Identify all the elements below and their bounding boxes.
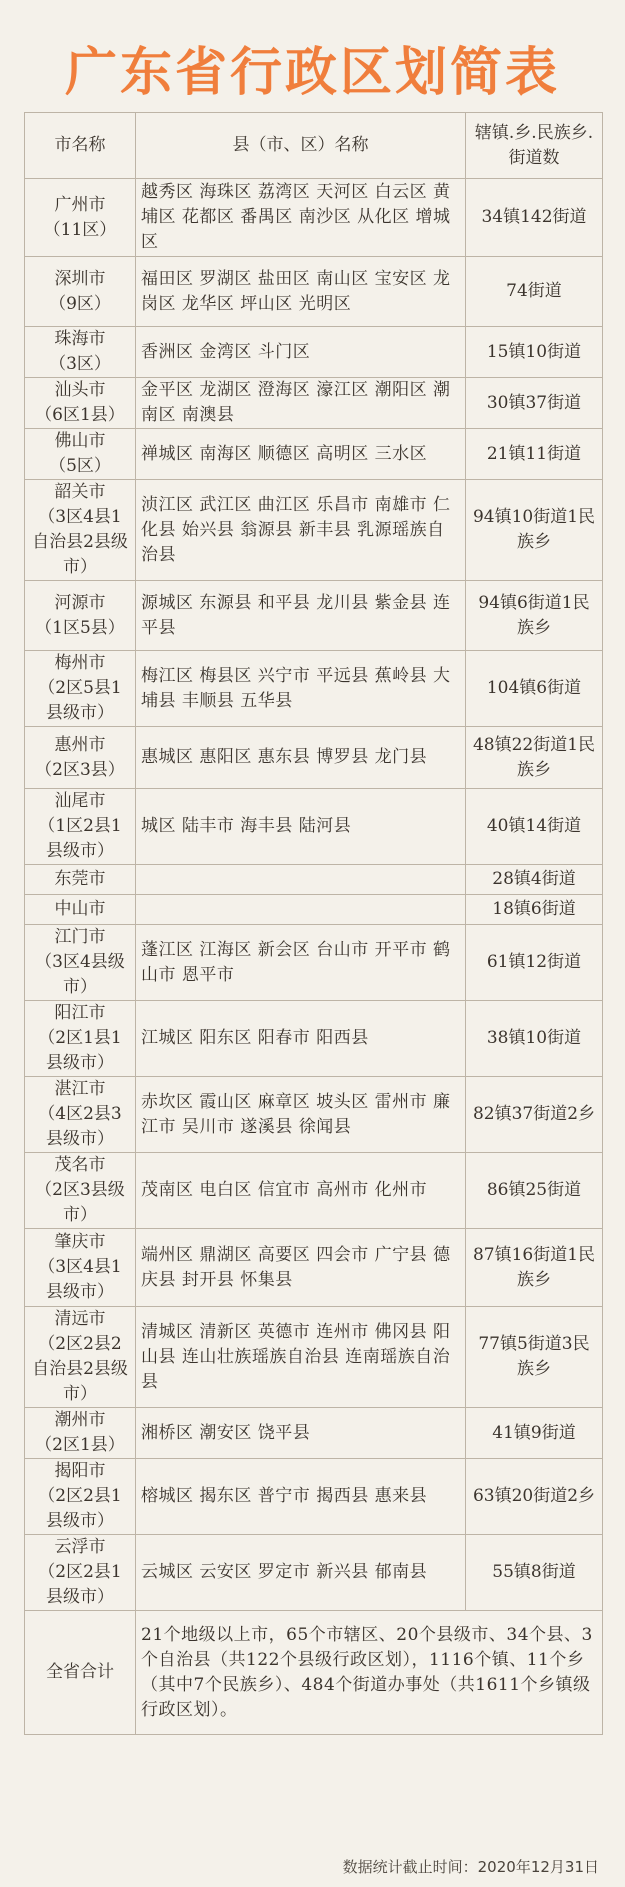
counts-cell: 40镇14街道: [466, 789, 603, 865]
counties-cell: 福田区 罗湖区 盐田区 南山区 宝安区 龙岗区 龙华区 坪山区 光明区: [136, 257, 466, 327]
counties-cell: 赤坎区 霞山区 麻章区 坡头区 雷州市 廉江市 吴川市 遂溪县 徐闻县: [136, 1077, 466, 1153]
city-cell: 云浮市 （2区2县1县级市）: [25, 1535, 136, 1611]
counts-cell: 34镇142街道: [466, 179, 603, 257]
table-row: [25, 727, 603, 789]
city-cell: 江门市 （3区4县级市）: [25, 925, 136, 1001]
counts-cell: 48镇22街道1民族乡: [466, 727, 603, 789]
city-cell: 阳江市 （2区1县1县级市）: [25, 1001, 136, 1077]
counts-cell: 63镇20街道2乡: [466, 1459, 603, 1535]
header-city: 市名称: [25, 113, 136, 179]
city-cell: 湛江市 （4区2县3县级市）: [25, 1077, 136, 1153]
counties-cell: 惠城区 惠阳区 惠东县 博罗县 龙门县: [136, 727, 466, 789]
total-text: 21个地级以上市，65个市辖区、20个县级市、34个县、3个自治县（共122个县级行政区划），1116个镇、11个乡（其中7个民族乡）、484个街道办事处（共1611个乡镇级行政区划）。: [136, 1611, 603, 1735]
admin-division-table: [24, 112, 603, 1735]
counties-cell: 端州区 鼎湖区 高要区 四会市 广宁县 德庆县 封开县 怀集县: [136, 1229, 466, 1307]
table-row: [25, 789, 603, 865]
city-cell: 揭阳市 （2区2县1县级市）: [25, 1459, 136, 1535]
counts-cell: 104镇6街道: [466, 651, 603, 727]
table-row: [25, 480, 603, 581]
city-cell: 佛山市 （5区）: [25, 429, 136, 480]
counts-cell: 87镇16街道1民族乡: [466, 1229, 603, 1307]
city-cell: 肇庆市 （3区4县1县级市）: [25, 1229, 136, 1307]
table-row: [25, 327, 603, 378]
counties-cell: 源城区 东源县 和平县 龙川县 紫金县 连平县: [136, 581, 466, 651]
counties-cell: 城区 陆丰市 海丰县 陆河县: [136, 789, 466, 865]
counts-cell: 74街道: [466, 257, 603, 327]
counts-cell: 82镇37街道2乡: [466, 1077, 603, 1153]
table-row: [25, 895, 603, 925]
table-header-row: [25, 113, 603, 179]
counties-cell: 禅城区 南海区 顺德区 高明区 三水区: [136, 429, 466, 480]
counts-cell: 61镇12街道: [466, 925, 603, 1001]
city-cell: 梅州市 （2区5县1县级市）: [25, 651, 136, 727]
table-row: [25, 1077, 603, 1153]
table-row: [25, 1001, 603, 1077]
counts-cell: 15镇10街道: [466, 327, 603, 378]
counts-cell: 18镇6街道: [466, 895, 603, 925]
table-row: [25, 1408, 603, 1459]
counties-cell: [136, 895, 466, 925]
counties-cell: 清城区 清新区 英德市 连州市 佛冈县 阳山县 连山壮族瑶族自治县 连南瑶族自治县: [136, 1307, 466, 1408]
counties-cell: 江城区 阳东区 阳春市 阳西县: [136, 1001, 466, 1077]
counts-cell: 21镇11街道: [466, 429, 603, 480]
counties-cell: 梅江区 梅县区 兴宁市 平远县 蕉岭县 大埔县 丰顺县 五华县: [136, 651, 466, 727]
table-row: [25, 581, 603, 651]
city-cell: 东莞市: [25, 865, 136, 895]
total-row: [25, 1611, 603, 1735]
table-row: [25, 865, 603, 895]
counts-cell: 86镇25街道: [466, 1153, 603, 1229]
counts-cell: 41镇9街道: [466, 1408, 603, 1459]
city-cell: 中山市: [25, 895, 136, 925]
counties-cell: 越秀区 海珠区 荔湾区 天河区 白云区 黄埔区 花都区 番禺区 南沙区 从化区 增城区: [136, 179, 466, 257]
header-counts: 辖镇.乡.民族乡.街道数: [466, 113, 603, 179]
counties-cell: 茂南区 电白区 信宜市 高州市 化州市: [136, 1153, 466, 1229]
footer-note: 数据统计截止时间：2020年12月31日: [342, 1858, 599, 1876]
city-cell: 茂名市 （2区3县级市）: [25, 1153, 136, 1229]
table-row: [25, 1459, 603, 1535]
city-cell: 清远市 （2区2县2自治县2县级市）: [25, 1307, 136, 1408]
total-label: 全省合计: [25, 1611, 136, 1735]
city-cell: 广州市 （11区）: [25, 179, 136, 257]
table-row: [25, 1229, 603, 1307]
table-row: [25, 429, 603, 480]
table-row: [25, 1153, 603, 1229]
city-cell: 潮州市 （2区1县）: [25, 1408, 136, 1459]
city-cell: 汕尾市 （1区2县1县级市）: [25, 789, 136, 865]
city-cell: 惠州市 （2区3县）: [25, 727, 136, 789]
city-cell: 深圳市 （9区）: [25, 257, 136, 327]
page-title: 广东省行政区划简表: [64, 43, 560, 103]
table-row: [25, 1535, 603, 1611]
counties-cell: 云城区 云安区 罗定市 新兴县 郁南县: [136, 1535, 466, 1611]
counts-cell: 28镇4街道: [466, 865, 603, 895]
city-cell: 珠海市 （3区）: [25, 327, 136, 378]
counts-cell: 38镇10街道: [466, 1001, 603, 1077]
header-counties: 县（市、区）名称: [136, 113, 466, 179]
counties-cell: 蓬江区 江海区 新会区 台山市 开平市 鹤山市 恩平市: [136, 925, 466, 1001]
table-row: [25, 179, 603, 257]
counts-cell: 94镇10街道1民族乡: [466, 480, 603, 581]
counties-cell: 浈江区 武江区 曲江区 乐昌市 南雄市 仁化县 始兴县 翁源县 新丰县 乳源瑶族自治县: [136, 480, 466, 581]
counts-cell: 77镇5街道3民族乡: [466, 1307, 603, 1408]
counties-cell: [136, 865, 466, 895]
table-row: [25, 1307, 603, 1408]
city-cell: 韶关市 （3区4县1自治县2县级市）: [25, 480, 136, 581]
counts-cell: 94镇6街道1民族乡: [466, 581, 603, 651]
counties-cell: 香洲区 金湾区 斗门区: [136, 327, 466, 378]
table-row: [25, 651, 603, 727]
counties-cell: 金平区 龙湖区 澄海区 濠江区 潮阳区 潮南区 南澳县: [136, 378, 466, 429]
counties-cell: 湘桥区 潮安区 饶平县: [136, 1408, 466, 1459]
counts-cell: 30镇37街道: [466, 378, 603, 429]
table-row: [25, 925, 603, 1001]
city-cell: 汕头市 （6区1县）: [25, 378, 136, 429]
city-cell: 河源市 （1区5县）: [25, 581, 136, 651]
counts-cell: 55镇8街道: [466, 1535, 603, 1611]
table-row: [25, 257, 603, 327]
table-row: [25, 378, 603, 429]
counties-cell: 榕城区 揭东区 普宁市 揭西县 惠来县: [136, 1459, 466, 1535]
